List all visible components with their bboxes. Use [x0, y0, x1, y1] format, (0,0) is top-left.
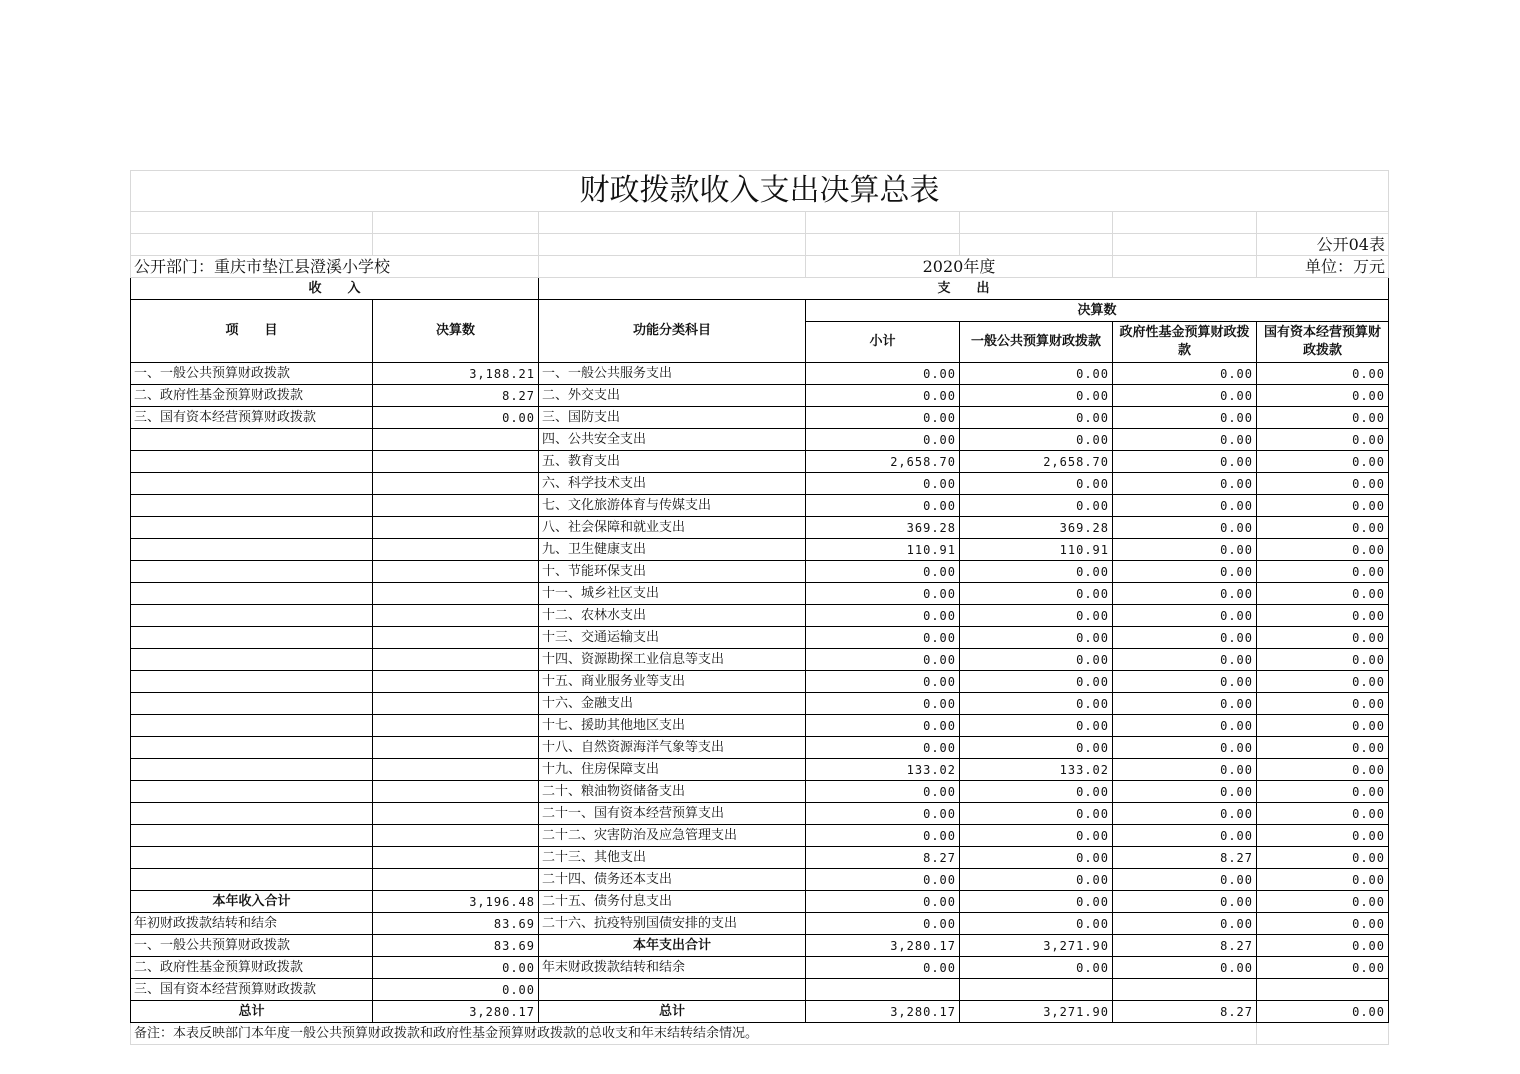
income-amount-cell — [373, 605, 539, 627]
income-item-cell: 二、政府性基金预算财政拨款 — [131, 957, 373, 979]
income-amount-cell — [373, 693, 539, 715]
department-label: 公开部门：重庆市垫江县澄溪小学校 — [131, 256, 539, 278]
state-capital-cell: 0.00 — [1257, 913, 1389, 935]
table-row — [131, 825, 1389, 847]
gov-fund-cell: 0.00 — [1113, 913, 1257, 935]
income-item-cell — [131, 847, 373, 869]
expense-item-cell: 十四、资源勘探工业信息等支出 — [539, 649, 806, 671]
income-item-cell: 一、一般公共预算财政拨款 — [131, 935, 373, 957]
state-capital-cell: 0.00 — [1257, 605, 1389, 627]
item-header: 项 目 — [131, 300, 373, 363]
subtotal-cell: 2,658.70 — [806, 451, 960, 473]
gov-fund-cell: 0.00 — [1113, 649, 1257, 671]
gov-fund-cell: 0.00 — [1113, 407, 1257, 429]
expense-item-cell: 十三、交通运输支出 — [539, 627, 806, 649]
expense-item-cell: 二十五、债务付息支出 — [539, 891, 806, 913]
general-budget-cell: 3,271.90 — [960, 1001, 1113, 1023]
general-budget-cell: 3,271.90 — [960, 935, 1113, 957]
subtotal-cell: 0.00 — [806, 803, 960, 825]
general-budget-cell — [960, 979, 1113, 1001]
table-row — [131, 891, 1389, 913]
income-item-cell — [131, 605, 373, 627]
general-budget-cell: 0.00 — [960, 627, 1113, 649]
state-capital-cell: 0.00 — [1257, 715, 1389, 737]
general-budget-cell: 0.00 — [960, 825, 1113, 847]
gov-fund-cell: 0.00 — [1113, 869, 1257, 891]
subtotal-cell: 0.00 — [806, 561, 960, 583]
fiscal-year: 2020年度 — [806, 256, 1113, 278]
income-amount-cell — [373, 627, 539, 649]
state-capital-cell: 0.00 — [1257, 385, 1389, 407]
expense-item-cell: 六、科学技术支出 — [539, 473, 806, 495]
general-budget-cell: 0.00 — [960, 429, 1113, 451]
state-capital-cell: 0.00 — [1257, 561, 1389, 583]
expense-item-cell: 总计 — [539, 1001, 806, 1023]
subtotal-cell: 0.00 — [806, 649, 960, 671]
income-item-cell — [131, 539, 373, 561]
gov-fund-cell: 0.00 — [1113, 627, 1257, 649]
subtotal-cell: 0.00 — [806, 715, 960, 737]
state-capital-cell: 0.00 — [1257, 473, 1389, 495]
general-budget-cell: 0.00 — [960, 605, 1113, 627]
gov-fund-cell: 0.00 — [1113, 759, 1257, 781]
income-amount-cell — [373, 583, 539, 605]
general-budget-cell: 0.00 — [960, 693, 1113, 715]
state-capital-cell: 0.00 — [1257, 803, 1389, 825]
expense-item-cell — [539, 979, 806, 1001]
table-row — [131, 649, 1389, 671]
income-amount-cell: 83.69 — [373, 913, 539, 935]
state-capital-cell: 0.00 — [1257, 539, 1389, 561]
income-item-cell — [131, 451, 373, 473]
func-item-header: 功能分类科目 — [539, 300, 806, 363]
income-item-cell — [131, 803, 373, 825]
subtotal-cell: 0.00 — [806, 693, 960, 715]
state-capital-cell: 0.00 — [1257, 847, 1389, 869]
income-amount-cell — [373, 825, 539, 847]
state-capital-cell: 0.00 — [1257, 363, 1389, 385]
income-item-cell: 本年收入合计 — [131, 891, 373, 913]
state-capital-cell: 0.00 — [1257, 825, 1389, 847]
state-capital-cell: 0.00 — [1257, 671, 1389, 693]
income-amount-cell: 0.00 — [373, 979, 539, 1001]
expense-item-cell: 三、国防支出 — [539, 407, 806, 429]
general-budget-cell: 369.28 — [960, 517, 1113, 539]
income-amount-cell: 0.00 — [373, 407, 539, 429]
state-capital-cell: 0.00 — [1257, 935, 1389, 957]
income-item-cell — [131, 737, 373, 759]
subtotal-cell: 0.00 — [806, 869, 960, 891]
table-row — [131, 759, 1389, 781]
subtotal-cell: 0.00 — [806, 429, 960, 451]
expense-item-cell: 十二、农林水支出 — [539, 605, 806, 627]
expense-item-cell: 十九、住房保障支出 — [539, 759, 806, 781]
gov-fund-cell: 8.27 — [1113, 1001, 1257, 1023]
income-item-cell — [131, 671, 373, 693]
expense-item-cell: 二、外交支出 — [539, 385, 806, 407]
gov-fund-cell: 0.00 — [1113, 957, 1257, 979]
table-row — [131, 363, 1389, 385]
expense-item-cell: 十一、城乡社区支出 — [539, 583, 806, 605]
expense-item-cell: 二十三、其他支出 — [539, 847, 806, 869]
income-item-cell — [131, 781, 373, 803]
general-budget-cell: 133.02 — [960, 759, 1113, 781]
state-capital-cell: 0.00 — [1257, 1001, 1389, 1023]
table-row — [131, 451, 1389, 473]
table-row — [131, 605, 1389, 627]
income-item-cell — [131, 869, 373, 891]
subtotal-cell: 0.00 — [806, 583, 960, 605]
table-row — [131, 385, 1389, 407]
general-budget-cell: 0.00 — [960, 385, 1113, 407]
income-amount-cell: 8.27 — [373, 385, 539, 407]
table-row — [131, 671, 1389, 693]
income-item-cell: 年初财政拨款结转和结余 — [131, 913, 373, 935]
subtotal-cell: 0.00 — [806, 363, 960, 385]
income-item-cell — [131, 429, 373, 451]
table-row — [131, 913, 1389, 935]
state-capital-header: 国有资本经营预算财政拨款 — [1257, 322, 1389, 363]
expense-item-cell: 年末财政拨款结转和结余 — [539, 957, 806, 979]
table-row — [131, 583, 1389, 605]
state-capital-cell: 0.00 — [1257, 583, 1389, 605]
table-row — [131, 473, 1389, 495]
expense-item-cell: 十八、自然资源海洋气象等支出 — [539, 737, 806, 759]
page-title: 财政拨款收入支出决算总表 — [131, 171, 1389, 212]
table-row — [131, 407, 1389, 429]
general-budget-cell: 0.00 — [960, 847, 1113, 869]
expense-item-cell: 十六、金融支出 — [539, 693, 806, 715]
gov-fund-cell: 0.00 — [1113, 473, 1257, 495]
income-amount-cell: 3,196.48 — [373, 891, 539, 913]
income-item-cell — [131, 561, 373, 583]
subtotal-cell — [806, 979, 960, 1001]
income-item-cell: 三、国有资本经营预算财政拨款 — [131, 979, 373, 1001]
general-budget-cell: 0.00 — [960, 913, 1113, 935]
state-capital-cell: 0.00 — [1257, 781, 1389, 803]
state-capital-cell: 0.00 — [1257, 737, 1389, 759]
general-budget-cell: 0.00 — [960, 781, 1113, 803]
table-row — [131, 495, 1389, 517]
gov-fund-header: 政府性基金预算财政拨款 — [1113, 322, 1257, 363]
general-budget-cell: 0.00 — [960, 495, 1113, 517]
state-capital-cell: 0.00 — [1257, 957, 1389, 979]
income-item-cell: 二、政府性基金预算财政拨款 — [131, 385, 373, 407]
table-row — [131, 869, 1389, 891]
state-capital-cell: 0.00 — [1257, 891, 1389, 913]
expense-item-cell: 一、一般公共服务支出 — [539, 363, 806, 385]
gov-fund-cell: 0.00 — [1113, 891, 1257, 913]
expense-item-cell: 二十二、灾害防治及应急管理支出 — [539, 825, 806, 847]
subtotal-cell: 0.00 — [806, 891, 960, 913]
income-item-cell — [131, 495, 373, 517]
general-budget-cell: 2,658.70 — [960, 451, 1113, 473]
income-amount-cell — [373, 781, 539, 803]
subtotal-cell: 3,280.17 — [806, 1001, 960, 1023]
table-row — [131, 781, 1389, 803]
state-capital-cell: 0.00 — [1257, 869, 1389, 891]
subtotal-cell: 8.27 — [806, 847, 960, 869]
gov-fund-cell: 8.27 — [1113, 935, 1257, 957]
gov-fund-cell: 0.00 — [1113, 605, 1257, 627]
state-capital-cell: 0.00 — [1257, 429, 1389, 451]
expense-item-cell: 二十、粮油物资储备支出 — [539, 781, 806, 803]
gov-fund-cell: 0.00 — [1113, 517, 1257, 539]
subtotal-header: 小计 — [806, 322, 960, 363]
general-budget-cell: 0.00 — [960, 649, 1113, 671]
income-item-cell: 一、一般公共预算财政拨款 — [131, 363, 373, 385]
income-amount-cell — [373, 869, 539, 891]
gov-fund-cell: 0.00 — [1113, 429, 1257, 451]
state-capital-cell: 0.00 — [1257, 451, 1389, 473]
income-item-cell — [131, 649, 373, 671]
form-number: 公开04表 — [1257, 234, 1389, 256]
subtotal-cell: 0.00 — [806, 781, 960, 803]
subtotal-cell: 110.91 — [806, 539, 960, 561]
income-amount-cell — [373, 737, 539, 759]
subtotal-cell: 369.28 — [806, 517, 960, 539]
table-row — [131, 561, 1389, 583]
subtotal-cell: 0.00 — [806, 385, 960, 407]
gov-fund-cell: 0.00 — [1113, 451, 1257, 473]
state-capital-cell: 0.00 — [1257, 517, 1389, 539]
income-item-cell — [131, 583, 373, 605]
gov-fund-cell: 8.27 — [1113, 847, 1257, 869]
expense-item-cell: 八、社会保障和就业支出 — [539, 517, 806, 539]
income-amount-cell — [373, 539, 539, 561]
table-row — [131, 737, 1389, 759]
state-capital-cell — [1257, 979, 1389, 1001]
income-amount-cell — [373, 429, 539, 451]
gov-fund-cell: 0.00 — [1113, 737, 1257, 759]
state-capital-cell: 0.00 — [1257, 495, 1389, 517]
gov-fund-cell: 0.00 — [1113, 561, 1257, 583]
table-row — [131, 1001, 1389, 1023]
table-row — [131, 429, 1389, 451]
subtotal-cell: 0.00 — [806, 605, 960, 627]
income-amount-cell: 0.00 — [373, 957, 539, 979]
subtotal-cell: 0.00 — [806, 407, 960, 429]
income-item-cell: 总计 — [131, 1001, 373, 1023]
final-amount-header: 决算数 — [806, 300, 1389, 322]
general-budget-cell: 0.00 — [960, 803, 1113, 825]
table-row — [131, 957, 1389, 979]
gov-fund-cell: 0.00 — [1113, 803, 1257, 825]
expense-item-cell: 十七、援助其他地区支出 — [539, 715, 806, 737]
general-budget-cell: 0.00 — [960, 407, 1113, 429]
subtotal-cell: 0.00 — [806, 473, 960, 495]
table-row — [131, 693, 1389, 715]
gov-fund-cell: 0.00 — [1113, 495, 1257, 517]
state-capital-cell: 0.00 — [1257, 693, 1389, 715]
subtotal-cell: 0.00 — [806, 737, 960, 759]
income-amount-cell: 3,280.17 — [373, 1001, 539, 1023]
general-budget-cell: 0.00 — [960, 561, 1113, 583]
subtotal-cell: 0.00 — [806, 627, 960, 649]
income-item-cell — [131, 693, 373, 715]
income-amount-cell — [373, 803, 539, 825]
amount-header: 决算数 — [373, 300, 539, 363]
gov-fund-cell: 0.00 — [1113, 385, 1257, 407]
income-amount-cell — [373, 649, 539, 671]
table-row — [131, 539, 1389, 561]
gov-fund-cell: 0.00 — [1113, 825, 1257, 847]
general-budget-cell: 0.00 — [960, 737, 1113, 759]
income-amount-cell — [373, 671, 539, 693]
subtotal-cell: 133.02 — [806, 759, 960, 781]
expense-item-cell: 十、节能环保支出 — [539, 561, 806, 583]
general-budget-cell: 0.00 — [960, 869, 1113, 891]
subtotal-cell: 0.00 — [806, 913, 960, 935]
expense-item-cell: 本年支出合计 — [539, 935, 806, 957]
income-item-cell — [131, 759, 373, 781]
income-amount-cell — [373, 495, 539, 517]
income-amount-cell: 83.69 — [373, 935, 539, 957]
income-amount-cell — [373, 847, 539, 869]
state-capital-cell: 0.00 — [1257, 407, 1389, 429]
gov-fund-cell: 0.00 — [1113, 363, 1257, 385]
general-budget-cell: 0.00 — [960, 473, 1113, 495]
expense-header: 支 出 — [539, 278, 1389, 300]
table-row — [131, 979, 1389, 1001]
subtotal-cell: 3,280.17 — [806, 935, 960, 957]
state-capital-cell: 0.00 — [1257, 759, 1389, 781]
income-item-cell — [131, 825, 373, 847]
gov-fund-cell: 0.00 — [1113, 539, 1257, 561]
general-budget-cell: 0.00 — [960, 583, 1113, 605]
expense-item-cell: 十五、商业服务业等支出 — [539, 671, 806, 693]
expense-item-cell: 五、教育支出 — [539, 451, 806, 473]
income-amount-cell — [373, 517, 539, 539]
general-budget-cell: 0.00 — [960, 363, 1113, 385]
income-amount-cell: 3,188.21 — [373, 363, 539, 385]
subtotal-cell: 0.00 — [806, 957, 960, 979]
general-budget-header: 一般公共预算财政拨款 — [960, 322, 1113, 363]
income-item-cell — [131, 627, 373, 649]
gov-fund-cell: 0.00 — [1113, 715, 1257, 737]
table-row — [131, 715, 1389, 737]
income-amount-cell — [373, 715, 539, 737]
table-note: 备注：本表反映部门本年度一般公共预算财政拨款和政府性基金预算财政拨款的总收支和年末结转结余情况。 — [131, 1023, 1257, 1045]
gov-fund-cell: 0.00 — [1113, 671, 1257, 693]
gov-fund-cell: 0.00 — [1113, 781, 1257, 803]
expense-item-cell: 七、文化旅游体育与传媒支出 — [539, 495, 806, 517]
income-item-cell — [131, 517, 373, 539]
income-amount-cell — [373, 759, 539, 781]
income-item-cell — [131, 715, 373, 737]
expense-item-cell: 二十四、债务还本支出 — [539, 869, 806, 891]
fiscal-appropriation-table — [130, 170, 1389, 1045]
table-row — [131, 517, 1389, 539]
subtotal-cell: 0.00 — [806, 825, 960, 847]
income-header: 收 入 — [131, 278, 539, 300]
subtotal-cell: 0.00 — [806, 671, 960, 693]
table-row — [131, 627, 1389, 649]
unit-label: 单位：万元 — [1257, 256, 1389, 278]
gov-fund-cell — [1113, 979, 1257, 1001]
expense-item-cell: 二十六、抗疫特别国债安排的支出 — [539, 913, 806, 935]
income-item-cell: 三、国有资本经营预算财政拨款 — [131, 407, 373, 429]
expense-item-cell: 二十一、国有资本经营预算支出 — [539, 803, 806, 825]
income-amount-cell — [373, 561, 539, 583]
general-budget-cell: 0.00 — [960, 715, 1113, 737]
expense-item-cell: 九、卫生健康支出 — [539, 539, 806, 561]
general-budget-cell: 110.91 — [960, 539, 1113, 561]
state-capital-cell: 0.00 — [1257, 627, 1389, 649]
income-amount-cell — [373, 451, 539, 473]
general-budget-cell: 0.00 — [960, 671, 1113, 693]
gov-fund-cell: 0.00 — [1113, 583, 1257, 605]
general-budget-cell: 0.00 — [960, 957, 1113, 979]
table-row — [131, 803, 1389, 825]
income-amount-cell — [373, 473, 539, 495]
income-item-cell — [131, 473, 373, 495]
expense-item-cell: 四、公共安全支出 — [539, 429, 806, 451]
general-budget-cell: 0.00 — [960, 891, 1113, 913]
table-row — [131, 935, 1389, 957]
state-capital-cell: 0.00 — [1257, 649, 1389, 671]
subtotal-cell: 0.00 — [806, 495, 960, 517]
table-row — [131, 847, 1389, 869]
gov-fund-cell: 0.00 — [1113, 693, 1257, 715]
